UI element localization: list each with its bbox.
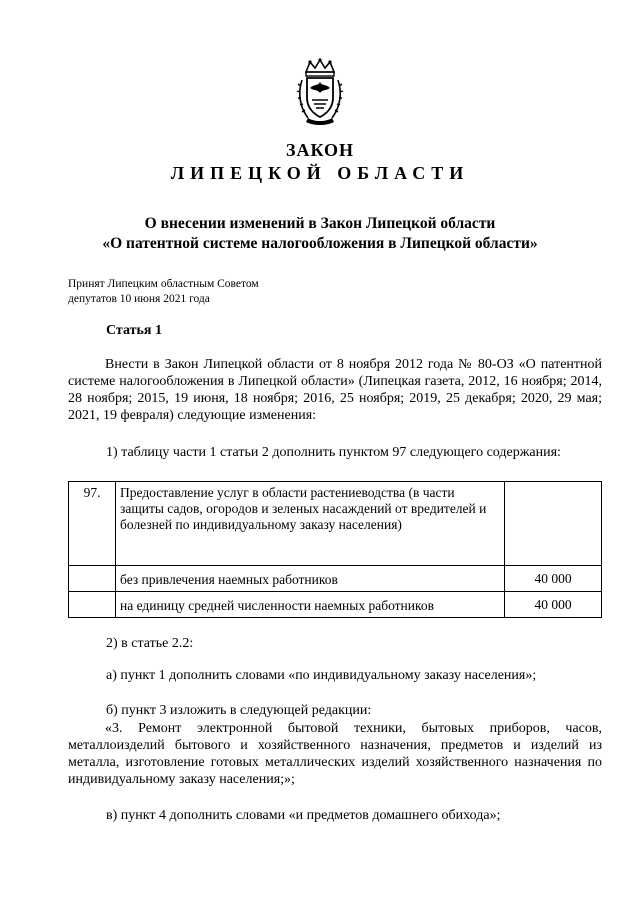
article-intro-paragraph: Внести в Закон Липецкой области от 8 ноября 2012 года № 80-ОЗ «О патентной системе налогообложения в Липецкой области» (Липецкая газета, 2012, 16 ноября; 2014, 28 ноября; 2015, 19 июня, 18 ноября; 2016, 25 ноября; 2019, 25 декабря; 2020, 29 мая; 2021, 19 февраля) следующие изменения:	[68, 357, 602, 423]
adopted-by-line1: Принят Липецким областным Советом	[68, 278, 259, 290]
table-row-value: 40 000	[505, 566, 602, 592]
table-item-value-empty	[505, 482, 602, 566]
law-subtitle-line1: О внесении изменений в Закон Липецкой области	[144, 215, 496, 232]
amendment-table	[68, 481, 602, 618]
table-row-label: на единицу средней численности наемных работников	[116, 592, 505, 618]
table-row-label: без привлечения наемных работников	[116, 566, 505, 592]
item-1-text: 1) таблицу части 1 статьи 2 дополнить пунктом 97 следующего содержания:	[106, 445, 561, 460]
item-2c-text: в) пункт 4 дополнить словами «и предметов домашнего обихода»;	[106, 808, 501, 823]
table-item-number: 97.	[69, 482, 116, 566]
table-row-value: 40 000	[505, 592, 602, 618]
item-2-text: 2) в статье 2.2:	[106, 636, 194, 651]
law-subtitle-line2: «О патентной системе налогообложения в Липецкой области»	[102, 235, 538, 252]
coat-of-arms-icon	[296, 58, 344, 126]
law-title: ЗАКОН	[285, 140, 355, 160]
article-heading: Статья 1	[106, 323, 162, 338]
item-2b-quote: «3. Ремонт электронной бытовой техники, бытовых приборов, часов, металлоизделий бытового и хозяйственного назначения, предметов и изделий из металла, изготовление готовых металлических изделий хозяйственного назначения по индивидуальному заказу населения;»;	[68, 721, 602, 787]
table-row	[69, 592, 602, 618]
table-row	[69, 482, 602, 566]
item-2a-text: а) пункт 1 дополнить словами «по индивидуальному заказу населения»;	[106, 668, 537, 683]
table-item-description: Предоставление услуг в области растениеводства (в части защиты садов, огородов и зеленых насаждений от вредителей и болезней по индивидуальному заказу населения)	[116, 482, 505, 566]
table-row	[69, 566, 602, 592]
adopted-by-line2: депутатов 10 июня 2021 года	[68, 293, 210, 305]
item-2b-text: б) пункт 3 изложить в следующей редакции:	[106, 703, 372, 718]
region-title: ЛИПЕЦКОЙ ОБЛАСТИ	[170, 163, 470, 183]
